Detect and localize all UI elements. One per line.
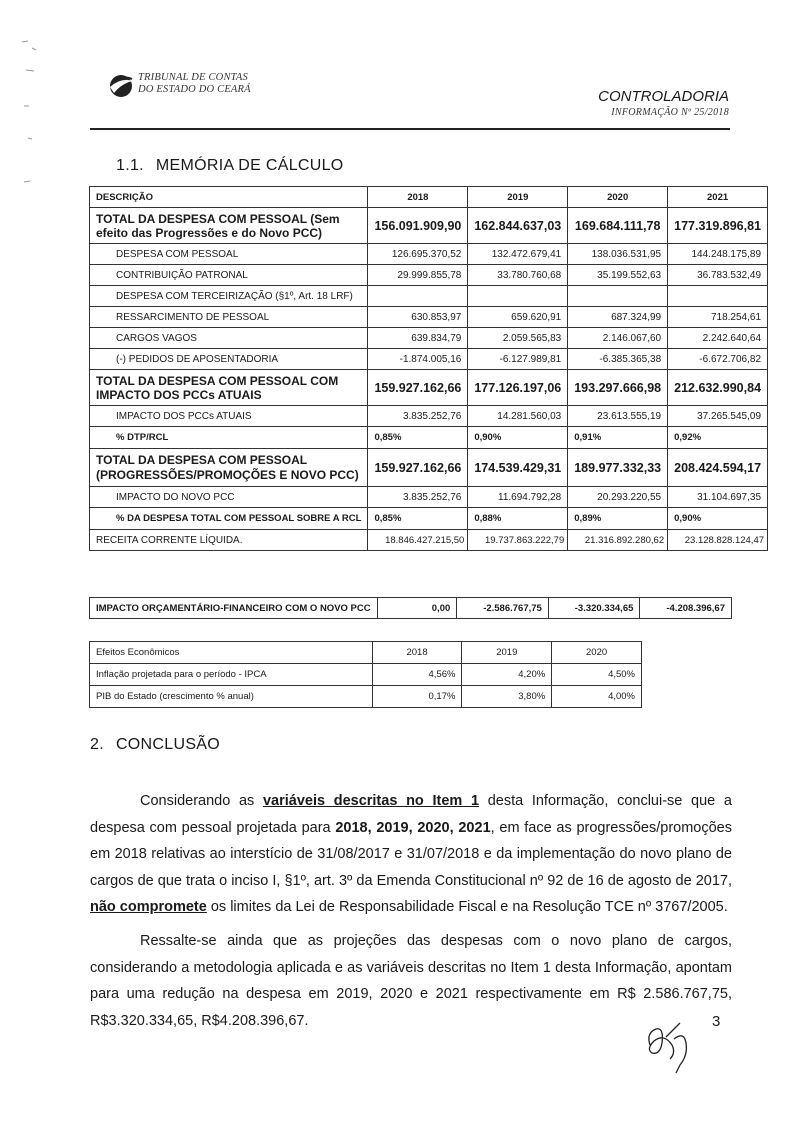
cell: 138.036.531,95 — [568, 244, 668, 265]
cell: 4,56% — [372, 664, 462, 686]
col-header: 2020 — [552, 642, 642, 664]
cell: -6.127.989,81 — [468, 349, 568, 370]
cell: -2.586.767,75 — [457, 598, 549, 619]
cell: 0,17% — [372, 686, 462, 708]
cell: 0,91% — [568, 427, 668, 449]
cell: 126.695.370,52 — [368, 244, 468, 265]
table-header-row — [90, 642, 642, 664]
cell — [368, 286, 468, 307]
cell: 159.927.162,66 — [368, 449, 468, 487]
cell: 162.844.637,03 — [468, 208, 568, 244]
cell: -3.320.334,65 — [548, 598, 640, 619]
cell: 20.293.220,55 — [568, 487, 668, 508]
col-header: Efeitos Econômicos — [90, 642, 373, 664]
cell: 23.128.828.124,47 — [668, 530, 768, 551]
cell: 639.834,79 — [368, 328, 468, 349]
cell: 0,90% — [468, 427, 568, 449]
cell: 212.632.990,84 — [668, 370, 768, 406]
row-label: DESPESA COM TERCEIRIZAÇÃO (§1º, Art. 18 LRF) — [90, 286, 368, 307]
cell: 169.684.111,78 — [568, 208, 668, 244]
signature-icon — [640, 1015, 700, 1075]
cell: 177.319.896,81 — [668, 208, 768, 244]
row-label: CONTRIBUIÇÃO PATRONAL — [90, 265, 368, 286]
text: desta Informação, conclui-se que a despesa com pessoal projetada para — [90, 793, 732, 836]
doc-reference: INFORMAÇÃO Nº 25/2018 — [611, 107, 729, 118]
text: Considerando as — [140, 793, 263, 809]
cell: -1.874.005,16 — [368, 349, 468, 370]
table-row — [90, 244, 768, 265]
table-row — [90, 370, 768, 406]
text: os limites da Lei de Responsabilidade Fiscal e na Resolução TCE nº 3767/2005. — [206, 899, 728, 915]
cell: 29.999.855,78 — [368, 265, 468, 286]
table-row — [90, 664, 642, 686]
economic-effects-table — [89, 641, 642, 708]
cell — [668, 286, 768, 307]
row-label: DESPESA COM PESSOAL — [90, 244, 368, 265]
section-title: CONCLUSÃO — [115, 736, 221, 753]
table-row — [90, 508, 768, 530]
row-label: CARGOS VAGOS — [90, 328, 368, 349]
cell: 174.539.429,31 — [468, 449, 568, 487]
page-number: 3 — [712, 1013, 721, 1030]
table-row — [90, 328, 768, 349]
table-row — [90, 686, 642, 708]
table-row — [90, 265, 768, 286]
cell: -6.385.365,38 — [568, 349, 668, 370]
row-label: % DTP/RCL — [90, 427, 368, 449]
conclusion-heading — [90, 736, 220, 754]
cell: 189.977.332,33 — [568, 449, 668, 487]
row-label: RECEITA CORRENTE LÍQUIDA. — [90, 530, 368, 551]
cell: 11.694.792,28 — [468, 487, 568, 508]
conclusion-paragraph-1 — [90, 788, 732, 921]
row-label: TOTAL DA DESPESA COM PESSOAL COM IMPACTO DOS PCCs ATUAIS — [90, 370, 368, 406]
section-number: 2. — [90, 736, 104, 753]
table-row — [90, 487, 768, 508]
cell: 0,85% — [368, 427, 468, 449]
cell: 19.737.863.222,79 — [468, 530, 568, 551]
section-number: 1.1. — [116, 157, 144, 174]
text-emphasis: não compromete — [90, 899, 207, 915]
cell: 0,00 — [377, 598, 457, 619]
text-emphasis: 2018, 2019, 2020, 2021 — [335, 819, 491, 836]
table-row — [90, 208, 768, 244]
row-label: PIB do Estado (crescimento % anual) — [90, 686, 373, 708]
cell: 3,80% — [462, 686, 552, 708]
text-emphasis: variáveis descritas no Item 1 — [262, 793, 480, 809]
col-header: 2019 — [462, 642, 552, 664]
cell: 36.783.532,49 — [668, 265, 768, 286]
org-name — [138, 72, 251, 96]
cell: 208.424.594,17 — [668, 449, 768, 487]
dept-title: CONTROLADORIA — [598, 88, 729, 105]
cell: 0,90% — [668, 508, 768, 530]
col-header: DESCRIÇÃO — [90, 187, 368, 208]
col-header: 2018 — [372, 642, 462, 664]
cell: 659.620,91 — [468, 307, 568, 328]
cell: 3.835.252,76 — [368, 406, 468, 427]
cell: 132.472.679,41 — [468, 244, 568, 265]
cell: 2.059.565,83 — [468, 328, 568, 349]
table-row — [90, 307, 768, 328]
cell: 144.248.175,89 — [668, 244, 768, 265]
cell: 177.126.197,06 — [468, 370, 568, 406]
cell: 193.297.666,98 — [568, 370, 668, 406]
table-row — [90, 406, 768, 427]
row-label: Inflação projetada para o período - IPCA — [90, 664, 373, 686]
row-label: TOTAL DA DESPESA COM PESSOAL (Sem efeito das Progressões e do Novo PCC) — [90, 208, 368, 244]
table-row — [90, 598, 732, 619]
table-row — [90, 286, 768, 307]
table-row — [90, 349, 768, 370]
row-label: IMPACTO DOS PCCs ATUAIS — [90, 406, 368, 427]
cell: 0,89% — [568, 508, 668, 530]
section-title: MEMÓRIA DE CÁLCULO — [155, 157, 344, 174]
org-line1: TRIBUNAL DE CONTAS — [138, 72, 248, 83]
tce-logo-icon — [108, 73, 134, 99]
cell: 4,50% — [552, 664, 642, 686]
col-header: 2020 — [568, 187, 668, 208]
cell: 0,92% — [668, 427, 768, 449]
cell: 159.927.162,66 — [368, 370, 468, 406]
conclusion-paragraph-2 — [90, 928, 732, 1034]
cell: 33.780.760,68 — [468, 265, 568, 286]
scan-marks — [18, 30, 48, 200]
header-divider — [90, 128, 730, 130]
cell: 4,00% — [552, 686, 642, 708]
section-heading — [116, 157, 344, 175]
cell: 718.254,61 — [668, 307, 768, 328]
text: Ressalte-se ainda que as projeções das despesas com o novo plano de cargos, considerando a metodologia aplicada e as variáveis descritas no Item 1 desta Informação, apontam para uma redução na despesa em 2019, 2020 e 2021 respectivamente em R$ 2.586.767,75, R$3.320.334,65, R$4.208.396,67. — [90, 933, 732, 1029]
row-label: RESSARCIMENTO DE PESSOAL — [90, 307, 368, 328]
cell: 31.104.697,35 — [668, 487, 768, 508]
cell: 3.835.252,76 — [368, 487, 468, 508]
cell: 156.091.909,90 — [368, 208, 468, 244]
cell: 18.846.427.215,50 — [368, 530, 468, 551]
org-line2: DO ESTADO DO CEARÁ — [138, 84, 251, 95]
table-row — [90, 449, 768, 487]
row-label: % DA DESPESA TOTAL COM PESSOAL SOBRE A RCL — [90, 508, 368, 530]
cell: 0,88% — [468, 508, 568, 530]
cell: 4,20% — [462, 664, 552, 686]
cell: -4.208.396,67 — [640, 598, 732, 619]
calculation-table — [89, 186, 768, 551]
row-label: TOTAL DA DESPESA COM PESSOAL (PROGRESSÕES/PROMOÇÕES E NOVO PCC) — [90, 449, 368, 487]
row-label: IMPACTO ORÇAMENTÁRIO-FINANCEIRO COM O NOVO PCC — [90, 598, 378, 619]
cell: 35.199.552,63 — [568, 265, 668, 286]
header-right — [598, 88, 729, 118]
table-row — [90, 427, 768, 449]
cell: 14.281.560,03 — [468, 406, 568, 427]
cell: 2.146.067,60 — [568, 328, 668, 349]
row-label: (-) PEDIDOS DE APOSENTADORIA — [90, 349, 368, 370]
row-label: IMPACTO DO NOVO PCC — [90, 487, 368, 508]
table-header-row — [90, 187, 768, 208]
text: , em face as progressões/promoções em 2018 relativas ao interstício de 31/08/2017 e 31/07/2018 e da implementação do novo plano de cargos de que trata o inciso I, §1º, art. 3º da Emenda Constitucional nº 92 de 16 de agosto de 2017, — [90, 819, 732, 889]
cell: -6.672.706,82 — [668, 349, 768, 370]
cell: 0,85% — [368, 508, 468, 530]
cell — [468, 286, 568, 307]
col-header: 2018 — [368, 187, 468, 208]
cell: 630.853,97 — [368, 307, 468, 328]
cell: 23.613.555,19 — [568, 406, 668, 427]
cell: 687.324,99 — [568, 307, 668, 328]
col-header: 2021 — [668, 187, 768, 208]
cell: 2.242.640,64 — [668, 328, 768, 349]
cell: 21.316.892.280,62 — [568, 530, 668, 551]
impact-table — [89, 597, 732, 619]
cell: 37.265.545,09 — [668, 406, 768, 427]
col-header: 2019 — [468, 187, 568, 208]
table-row — [90, 530, 768, 551]
cell — [568, 286, 668, 307]
